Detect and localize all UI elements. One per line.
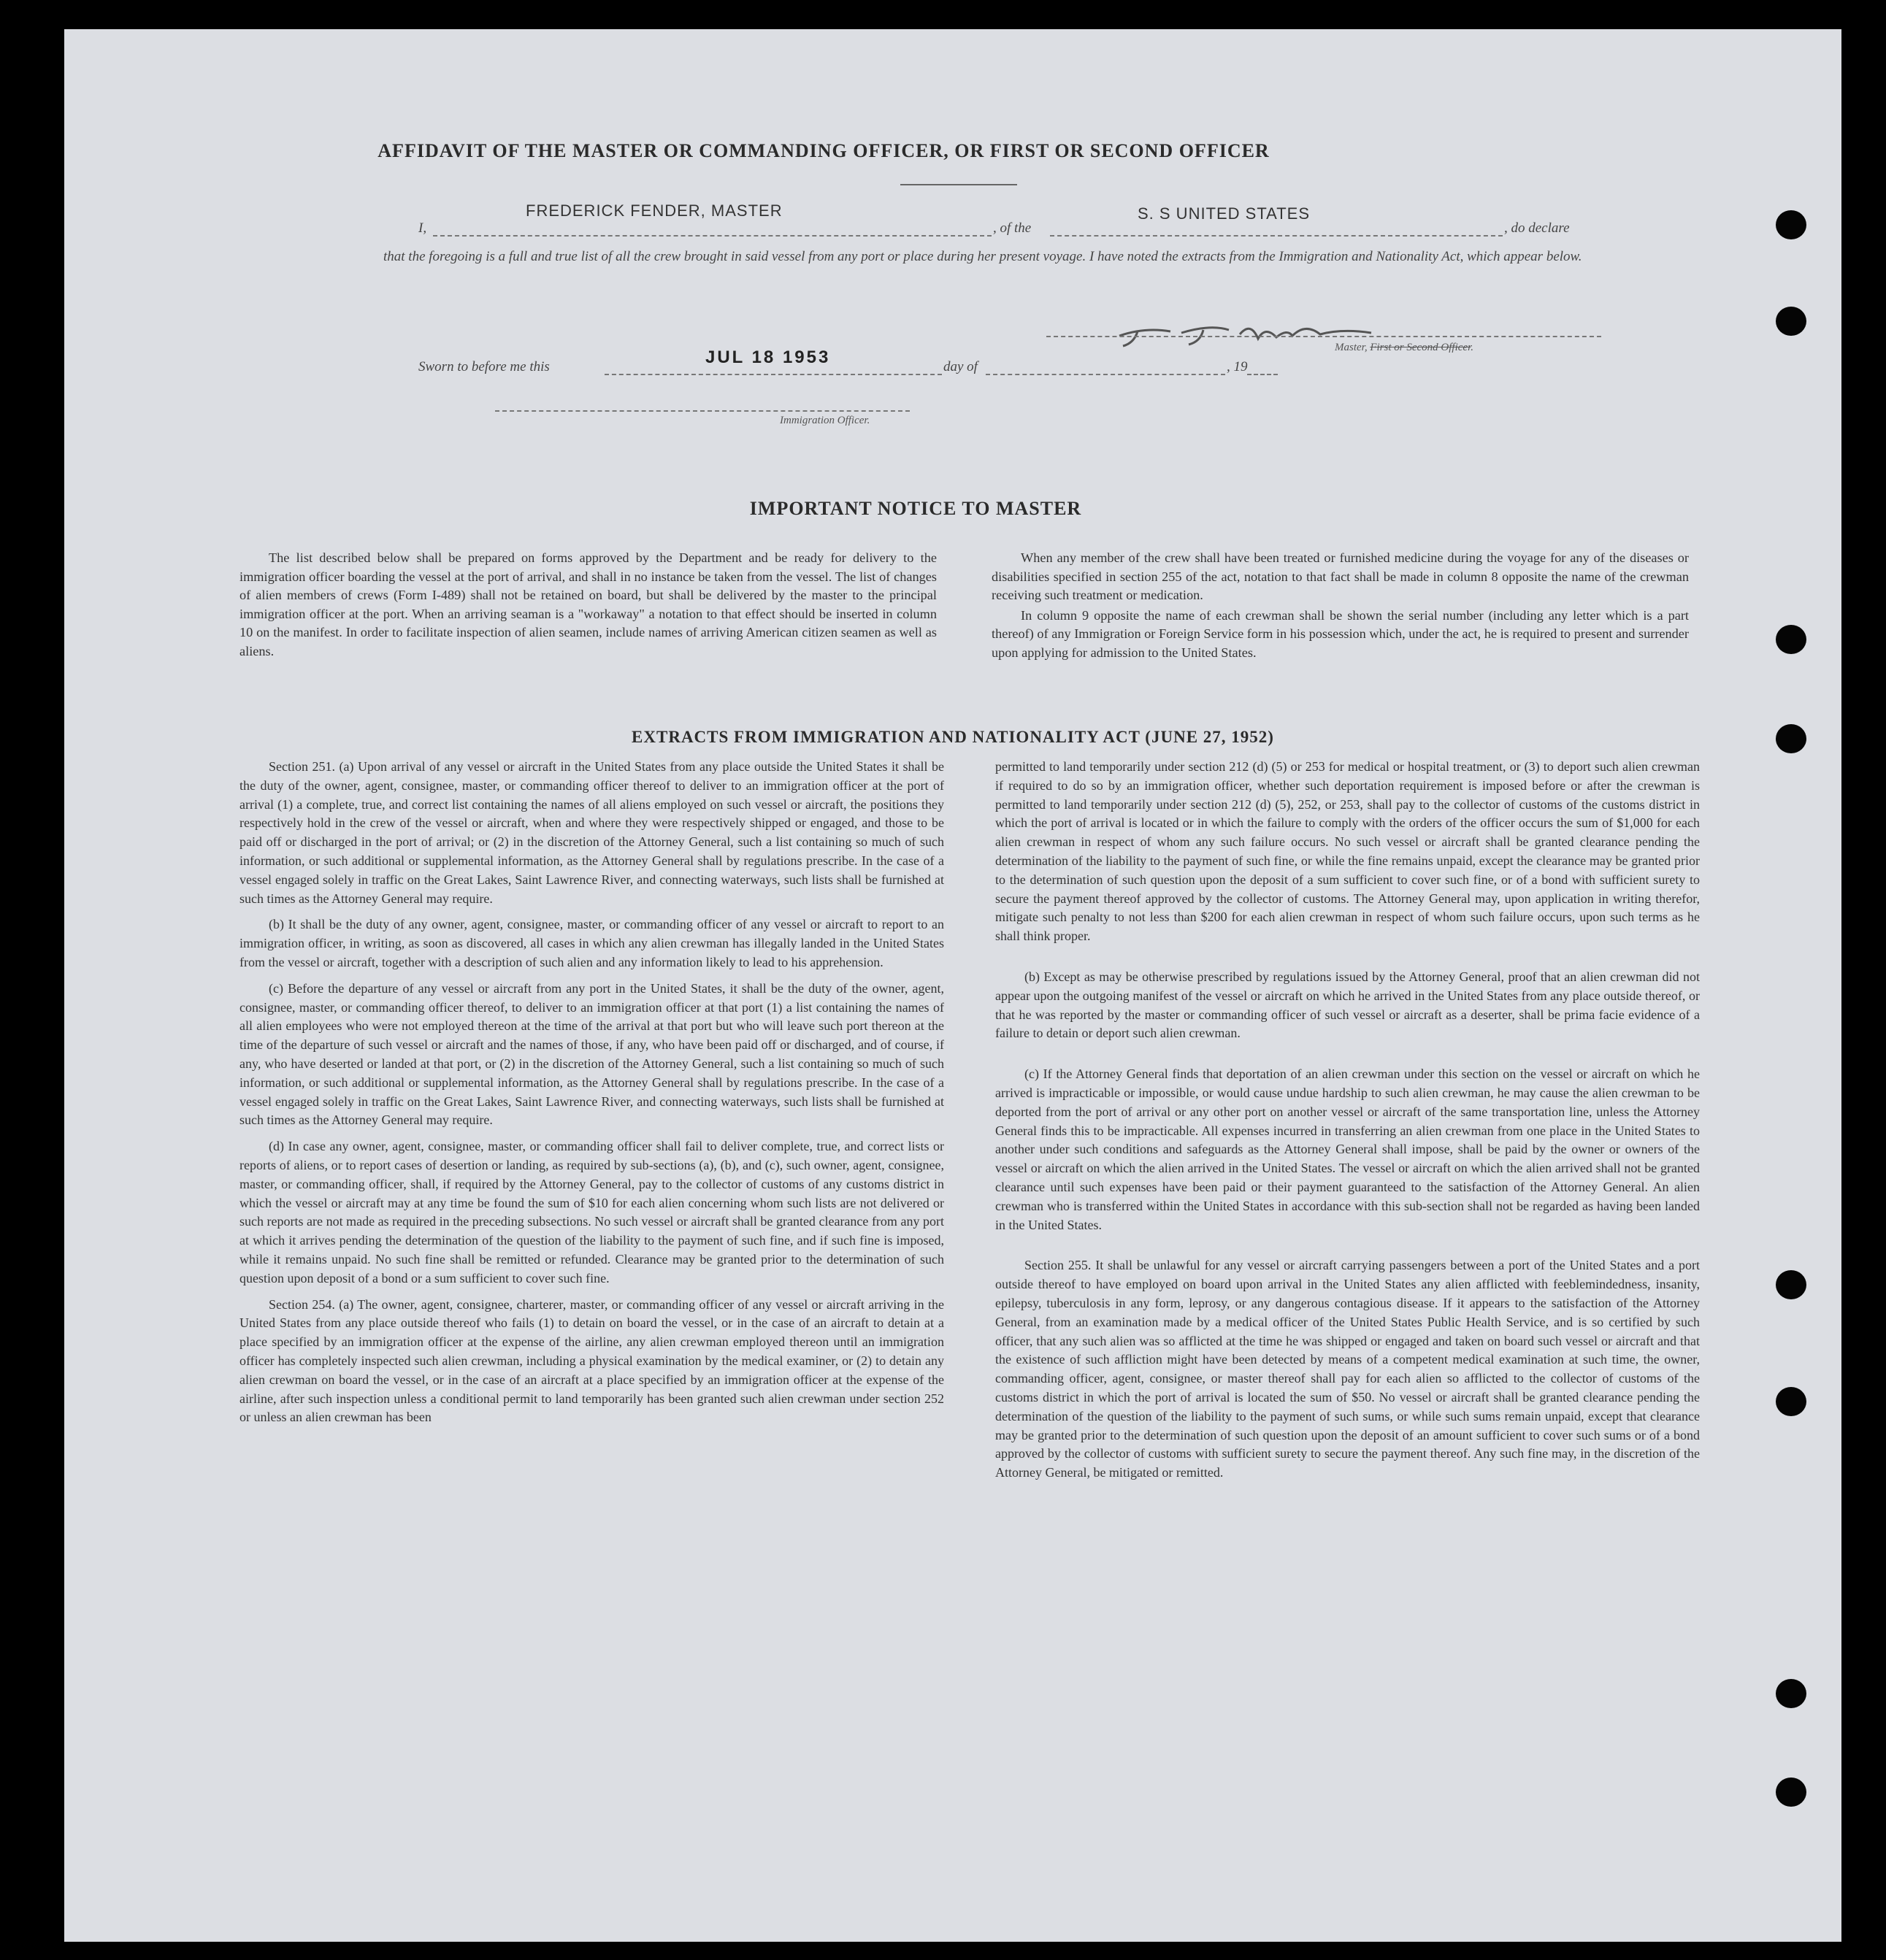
name-line — [433, 235, 992, 237]
vessel-filled[interactable]: S. S UNITED STATES — [1138, 204, 1310, 223]
notice-title: IMPORTANT NOTICE TO MASTER — [749, 498, 1082, 519]
officer-label: Immigration Officer. — [780, 415, 870, 426]
affidavit-title: AFFIDAVIT OF THE MASTER OR COMMANDING OFFICER, OR FIRST OR SECOND OFFICER — [377, 140, 1270, 161]
extract-paragraph: (c) If the Attorney General finds that deportation of an alien crewman under this section on the vessel or aircraft on which he arrived is impracticable or impossible, or would cause undue hardship to such alien crewman, he may cause the alien crewman to be deported from the port of arrival or any other port on another vessel or aircraft of the same transportation line, unless the Attorney General finds this to be impracticable. All expenses incurred in transferring an alien crewman from one place in the United States to another under such conditions and safeguards as the Attorney General shall impose, shall be paid by the owner or owners of the vessel or aircraft on which the alien arrived in the United States. The vessel or aircraft on which the alien arrived shall not be granted clearance until such expenses have been paid or their payment guaranteed to the satisfaction of the Attorney General. An alien crewman who is transferred within the United States in accordance with this sub-section shall not be regarded as having been landed in the United States. — [995, 1067, 1700, 1232]
punch-hole — [1776, 1679, 1806, 1708]
officer-signature-line — [495, 410, 910, 412]
extract-paragraph: permitted to land temporarily under section 212 (d) (5) or 253 for medical or hospital treatment, or (3) to deport such alien crewman if required to do so by an immigration officer, whether such deportation requirement is imposed before or after the crewman is permitted to land temporarily under section 212 (d) (5), 252, or 253, shall pay to the collector of customs of the customs district in which the port of arrival is located or in which the failure to comply with the orders of the officer occurs the sum of $1,000 for each alien crewman in respect of whom any such failure occurs. No such vessel or aircraft shall be granted clearance pending the determination of the liability to the payment of such fine, or while the fine remains unpaid, except the clearance may be granted prior to the determination of such question upon the deposit of a sum sufficient to cover such fine, or of a bond with sufficient surety to secure the payment thereof approved by the collector of customs. The Attorney General may, upon application in writing therefor, mitigate such penalty to not less than $200 for each alien crewman in respect of whom such failure occurs, upon such terms as he shall think proper. — [995, 759, 1700, 944]
master-end: . — [1471, 342, 1473, 353]
title-rule — [900, 184, 1017, 185]
sworn-label: Sworn to before me this — [418, 359, 550, 374]
document-page — [64, 29, 1841, 1942]
punch-hole — [1776, 625, 1806, 654]
master-struck-text: First or Second Officer — [1370, 342, 1471, 353]
month-line — [986, 374, 1225, 375]
extract-paragraph: Section 255. It shall be unlawful for any vessel or aircraft carrying passengers between a port of the United States and a port outside thereof to have employed on board upon arrival in the United States any alien afflicted with feeblemindedness, insanity, epilepsy, tuberculosis in any form, leprosy, or any dangerous contagious disease. If it appears to the satisfaction of the Attorney General, from an examination made by a medical officer of the United States Public Health Service, and is so certified by such officer, that any such alien was so afflicted at the time he was shipped or engaged and taken on board such vessel or aircraft and that the existence of such affliction might have been detected by means of a competent medical examination at such time, the owner, commanding officer, agent, consignee, or master thereof shall pay for each alien so afflicted to the collector of customs of the customs district in which the port of arrival is located the sum of $50. No vessel or aircraft shall be granted clearance pending the determination of the question of the liability to the payment of such sums, or while such sums remain unpaid, except that clearance may be granted prior to the determination of such question upon the deposit of an amount sufficient to cover such sums or of a bond approved by the collector of customs with sufficient surety to secure the payment thereof. Any such fine may, in the discretion of the Attorney General, be mitigated or remitted. — [995, 1258, 1700, 1480]
punch-hole — [1776, 1270, 1806, 1299]
do-declare-label: , do declare — [1504, 220, 1570, 236]
punch-hole — [1776, 210, 1806, 239]
extracts-left-column — [239, 758, 944, 1434]
vessel-line — [1050, 235, 1503, 237]
i-label: I, — [418, 220, 427, 236]
punch-hole — [1776, 1387, 1806, 1416]
extract-paragraph: (b) It shall be the duty of any owner, agent, consignee, master, or commanding officer of any vessel or aircraft to report to an immigration officer, in writing, as soon as discovered, all cases in which any alien crewman has illegally landed in the United States from the vessel or aircraft, together with a description of such alien and any information likely to lead to his apprehension. — [239, 917, 944, 969]
day-of-label: day of — [943, 359, 978, 374]
master-signature-line — [1046, 336, 1601, 337]
master-label: Master, — [1335, 342, 1368, 353]
of-the-label: , of the — [993, 220, 1032, 236]
punch-hole — [1776, 1778, 1806, 1807]
extracts-right-column — [995, 758, 1700, 1490]
extract-paragraph: Section 251. (a) Upon arrival of any vessel or aircraft in the United States from any place outside the United States it shall be the duty of the owner, agent, consignee, master, or commanding officer thereof to deliver to an immigration officer at the port of arrival (1) a complete, true, and correct list containing the names of all aliens employed on such vessel or aircraft, the positions they respectively hold in the crew of the vessel or aircraft, when and where they were respectively shipped or engaged, and those to be paid off or discharged in the port of arrival; or (2) in the discretion of the Attorney General, such a list containing so much of such information, or such additional or supplemental information, as the Attorney General shall by regulations prescribe. In the case of a vessel engaged solely in traffic on the Great Lakes, Saint Lawrence River, and connecting waterways, such lists shall be furnished at such times as the Attorney General may require. — [239, 759, 944, 906]
year-line — [1247, 374, 1278, 375]
notice-right-paragraph-1: When any member of the crew shall have been treated or furnished medicine during the voyage for any of the diseases or disabilities specified in section 255 of the act, notation to that fact shall be made in column 8 opposite the name of the crewman receiving such treatment or medication. — [992, 550, 1689, 603]
date-stamp: JUL 18 1953 — [705, 347, 831, 367]
extract-paragraph: (c) Before the departure of any vessel or aircraft from any port in the United States, it shall be the duty of the owner, agent, consignee, master, or commanding officer thereof, to deliver to an immigration officer at that port (1) a list containing the names of all alien employees who were not employed thereon at the time of the arrival at that port but who will leave such port thereon at the time of the departure of such vessel or aircraft and the names of those, if any, who have been paid off or discharged, and of course, if any, who have deserted or landed at that port, or (2) in the discretion of the Attorney General, such a list containing so much of such information, or such additional or supplemental information, as the Attorney General shall by regulations prescribe. In the case of a vessel engaged solely in traffic on the Great Lakes, Saint Lawrence River, and connecting waterways, such lists shall be furnished at such times as the Attorney General may require. — [239, 980, 944, 1128]
extract-paragraph: (b) Except as may be otherwise prescribed by regulations issued by the Attorney General, proof that an alien crewman did not appear upon the outgoing manifest of the vessel or aircraft on which he arrived in the United States from any place outside thereof, or that he was reported by the master or commanding officer of such vessel or aircraft as a deserter, shall be prima facie evidence of a failure to detain or deport such alien crewman. — [995, 969, 1700, 1041]
declaration-text: that the foregoing is a full and true list of all the crew brought in said vessel from any port or place during her present voyage. I have noted the extracts from the Immigration and Nationality Act, which appear below. — [383, 249, 1582, 264]
notice-left-paragraph: The list described below shall be prepared on forms approved by the Department and be ready for delivery to the immigration officer boarding the vessel at the port of arrival, and shall in no instance be taken from the vessel. The list of changes of alien members of crews (Form I-489) shall not be retained on board, but shall be delivered by the master to the principal immigration officer at the port. When an arriving seaman is a "workaway" a notation to that effect should be inserted in column 10 on the manifest. In order to facilitate inspection of alien seamen, include names of arriving American citizen seamen as well as aliens. — [239, 550, 937, 658]
name-filled[interactable]: FREDERICK FENDER, MASTER — [526, 201, 783, 220]
punch-hole — [1776, 307, 1806, 336]
extract-paragraph: Section 254. (a) The owner, agent, consignee, charterer, master, or commanding officer of any vessel or aircraft arriving in the United States from any place outside thereof who fails (1) to detain on board the vessel, or in the case of an aircraft to detain at a place specified by an immigration officer at the expense of the airline, any alien crewman employed thereon until an immigration officer has completely inspected such alien crewman, including a physical examination by the medical examiner, or (2) to detain any alien crewman on board the vessel, or in the case of an aircraft at a place specified by an immigration officer at the expense of the airline, after such inspection unless a conditional permit to land temporarily has been granted such alien crewman under section 252 or unless an alien crewman has been — [239, 1296, 944, 1425]
notice-left-column — [239, 549, 937, 663]
master-caption — [1335, 342, 1473, 354]
extract-paragraph: (d) In case any owner, agent, consignee, master, or commanding officer shall fail to deliver complete, true, and correct lists or reports of aliens, or to report cases of desertion or landing, as required by sub-sections (a), (b), and (c), such owner, agent, consignee, master, or commanding officer, shall, if required by the Attorney General, pay to the collector of customs of any customs district in which the vessel or aircraft may at any time be found the sum of $10 for each alien concerning whom such lists are not delivered or such reports are not made as required in the preceding subsections. No such vessel or aircraft shall be granted clearance from any port at which it arrives pending the determination of the question of the liability to the payment of such fine, and if such fine is imposed, while it remains unpaid. No such fine shall be remitted or refunded. Clearance may be granted prior to the determination of such question upon deposit of a bond or a sum sufficient to cover such fine. — [239, 1139, 944, 1285]
notice-right-paragraph-2: In column 9 opposite the name of each crewman shall be shown the serial number (including any letter which is a part thereof) of any Immigration or Foreign Service form in his possession which, under the act, he is required to present and surrender upon applying for admission to the United States. — [992, 607, 1689, 660]
year-label: , 19 — [1227, 359, 1248, 374]
extracts-title: EXTRACTS FROM IMMIGRATION AND NATIONALITY ACT (JUNE 27, 1952) — [632, 728, 1274, 746]
notice-right-column — [992, 549, 1689, 664]
sworn-day-line — [605, 374, 942, 375]
